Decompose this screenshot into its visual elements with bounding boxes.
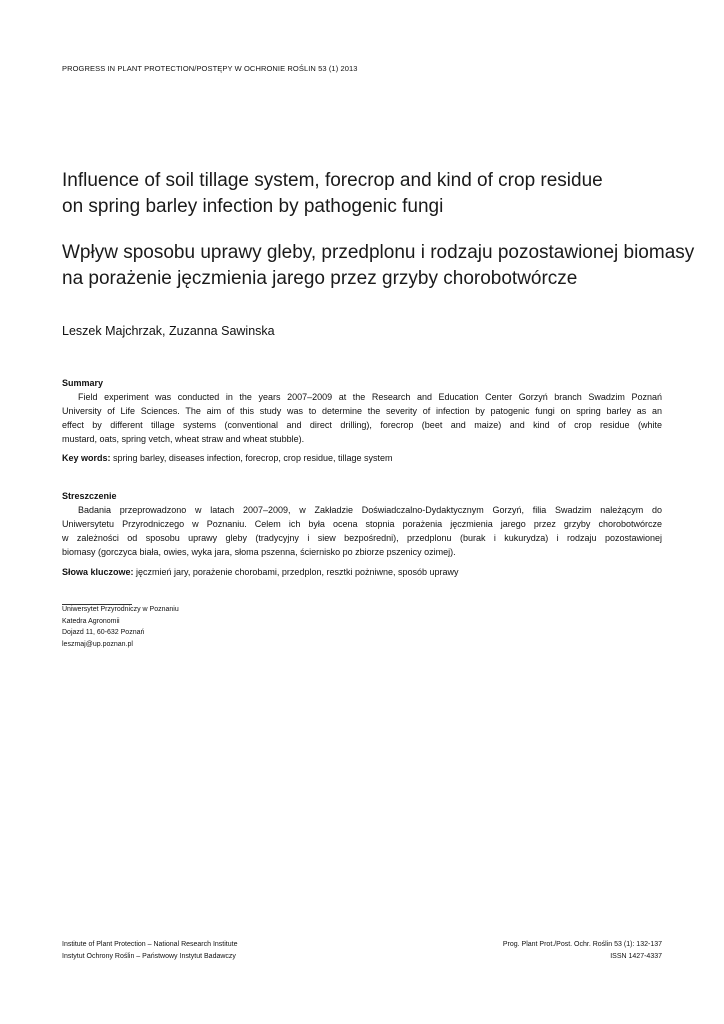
footnote-university: Uniwersytet Przyrodniczy w Poznaniu (62, 606, 179, 613)
slowa-kluczowe-text: jęczmień jary, porażenie chorobami, przedplon, resztki pożniwne, sposób uprawy (133, 567, 459, 577)
title-polish-line: Wpływ sposobu uprawy gleby, przedplonu i rodzaju pozostawionej biomasy (62, 242, 695, 263)
footer-citation-ref: Prog. Plant Prot./Post. Ochr. Roślin 53 (1): 132-137 (502, 941, 662, 948)
summary-line: University of Life Sciences. The aim of this study was to determine the severity of infection by patogenic fungi on spring barley as an (62, 406, 662, 416)
streszczenie-keywords (62, 567, 459, 577)
keywords-label: Key words: (62, 453, 111, 463)
title-english (62, 168, 682, 220)
footer-institute-en: Institute of Plant Protection – National Research Institute (62, 941, 238, 948)
slowa-kluczowe-label: Słowa kluczowe: (62, 567, 134, 577)
summary-heading: Summary (62, 378, 104, 388)
streszczenie-line: Badania przeprowadzono w latach 2007–2009, w Zakładzie Doświadczalno-Dydaktycznym Gorzyń, filia Swadzim należącym do (78, 505, 662, 515)
title-english-line: Influence of soil tillage system, forecrop and kind of crop residue (62, 170, 603, 191)
footer-institute-pl: Instytut Ochrony Roślin – Państwowy Instytut Badawczy (62, 952, 236, 960)
title-polish-line: na porażenie jęczmienia jarego przez grzyby chorobotwórcze (62, 268, 578, 289)
title-english-line: on spring barley infection by pathogenic fungi (62, 196, 444, 217)
journal-header: PROGRESS IN PLANT PROTECTION/POSTĘPY W OCHRONIE ROŚLIN 53 (1) 2013 (62, 64, 358, 73)
streszczenie-line: biomasy (gorczyca biała, owies, wyka jara, słoma pszenna, ściernisko po zbiorze pszenicy ozimej). (62, 547, 456, 557)
summary-line: Field experiment was conducted in the years 2007–2009 at the Research and Education Center Gorzyń branch Swadzim Poznań (78, 392, 662, 402)
title-polish (62, 240, 695, 292)
footer-issn: ISSN 1427-4337 (610, 952, 662, 960)
footnote-address: Dojazd 11, 60-632 Poznań (62, 629, 145, 636)
keywords-text: spring barley, diseases infection, forecrop, crop residue, tillage system (110, 453, 393, 463)
summary-keywords (62, 453, 392, 463)
streszczenie-heading: Streszczenie (62, 491, 117, 501)
summary-line: mustard, oats, spring vetch, wheat straw and wheat stubble). (62, 434, 305, 444)
affiliation-footnote (62, 604, 179, 650)
footer-institute (62, 939, 238, 962)
streszczenie-paragraph (62, 503, 662, 559)
summary-paragraph (62, 390, 662, 446)
footnote-department: Katedra Agronomii (62, 617, 120, 625)
footer-citation (503, 939, 662, 962)
streszczenie-line: w zależności od sposobu uprawy gleby (tradycyjny i siew bezpośredni), przedplonu (burak i kukurydza) i rodzaju pozostawionej (62, 533, 662, 543)
authors: Leszek Majchrzak, Zuzanna Sawinska (62, 324, 275, 338)
footnote-email: leszmaj@up.poznan.pl (62, 640, 133, 648)
streszczenie-line: Uniwersytetu Przyrodniczego w Poznaniu. Celem ich była ocena stopnia porażenia jęczmienia jarego przez grzyby chorobotwórcze (62, 519, 662, 529)
summary-line: effect by different tillage systems (conventional and direct drilling), forecrop (beet and maize) and kind of crop residue (white (62, 420, 662, 430)
